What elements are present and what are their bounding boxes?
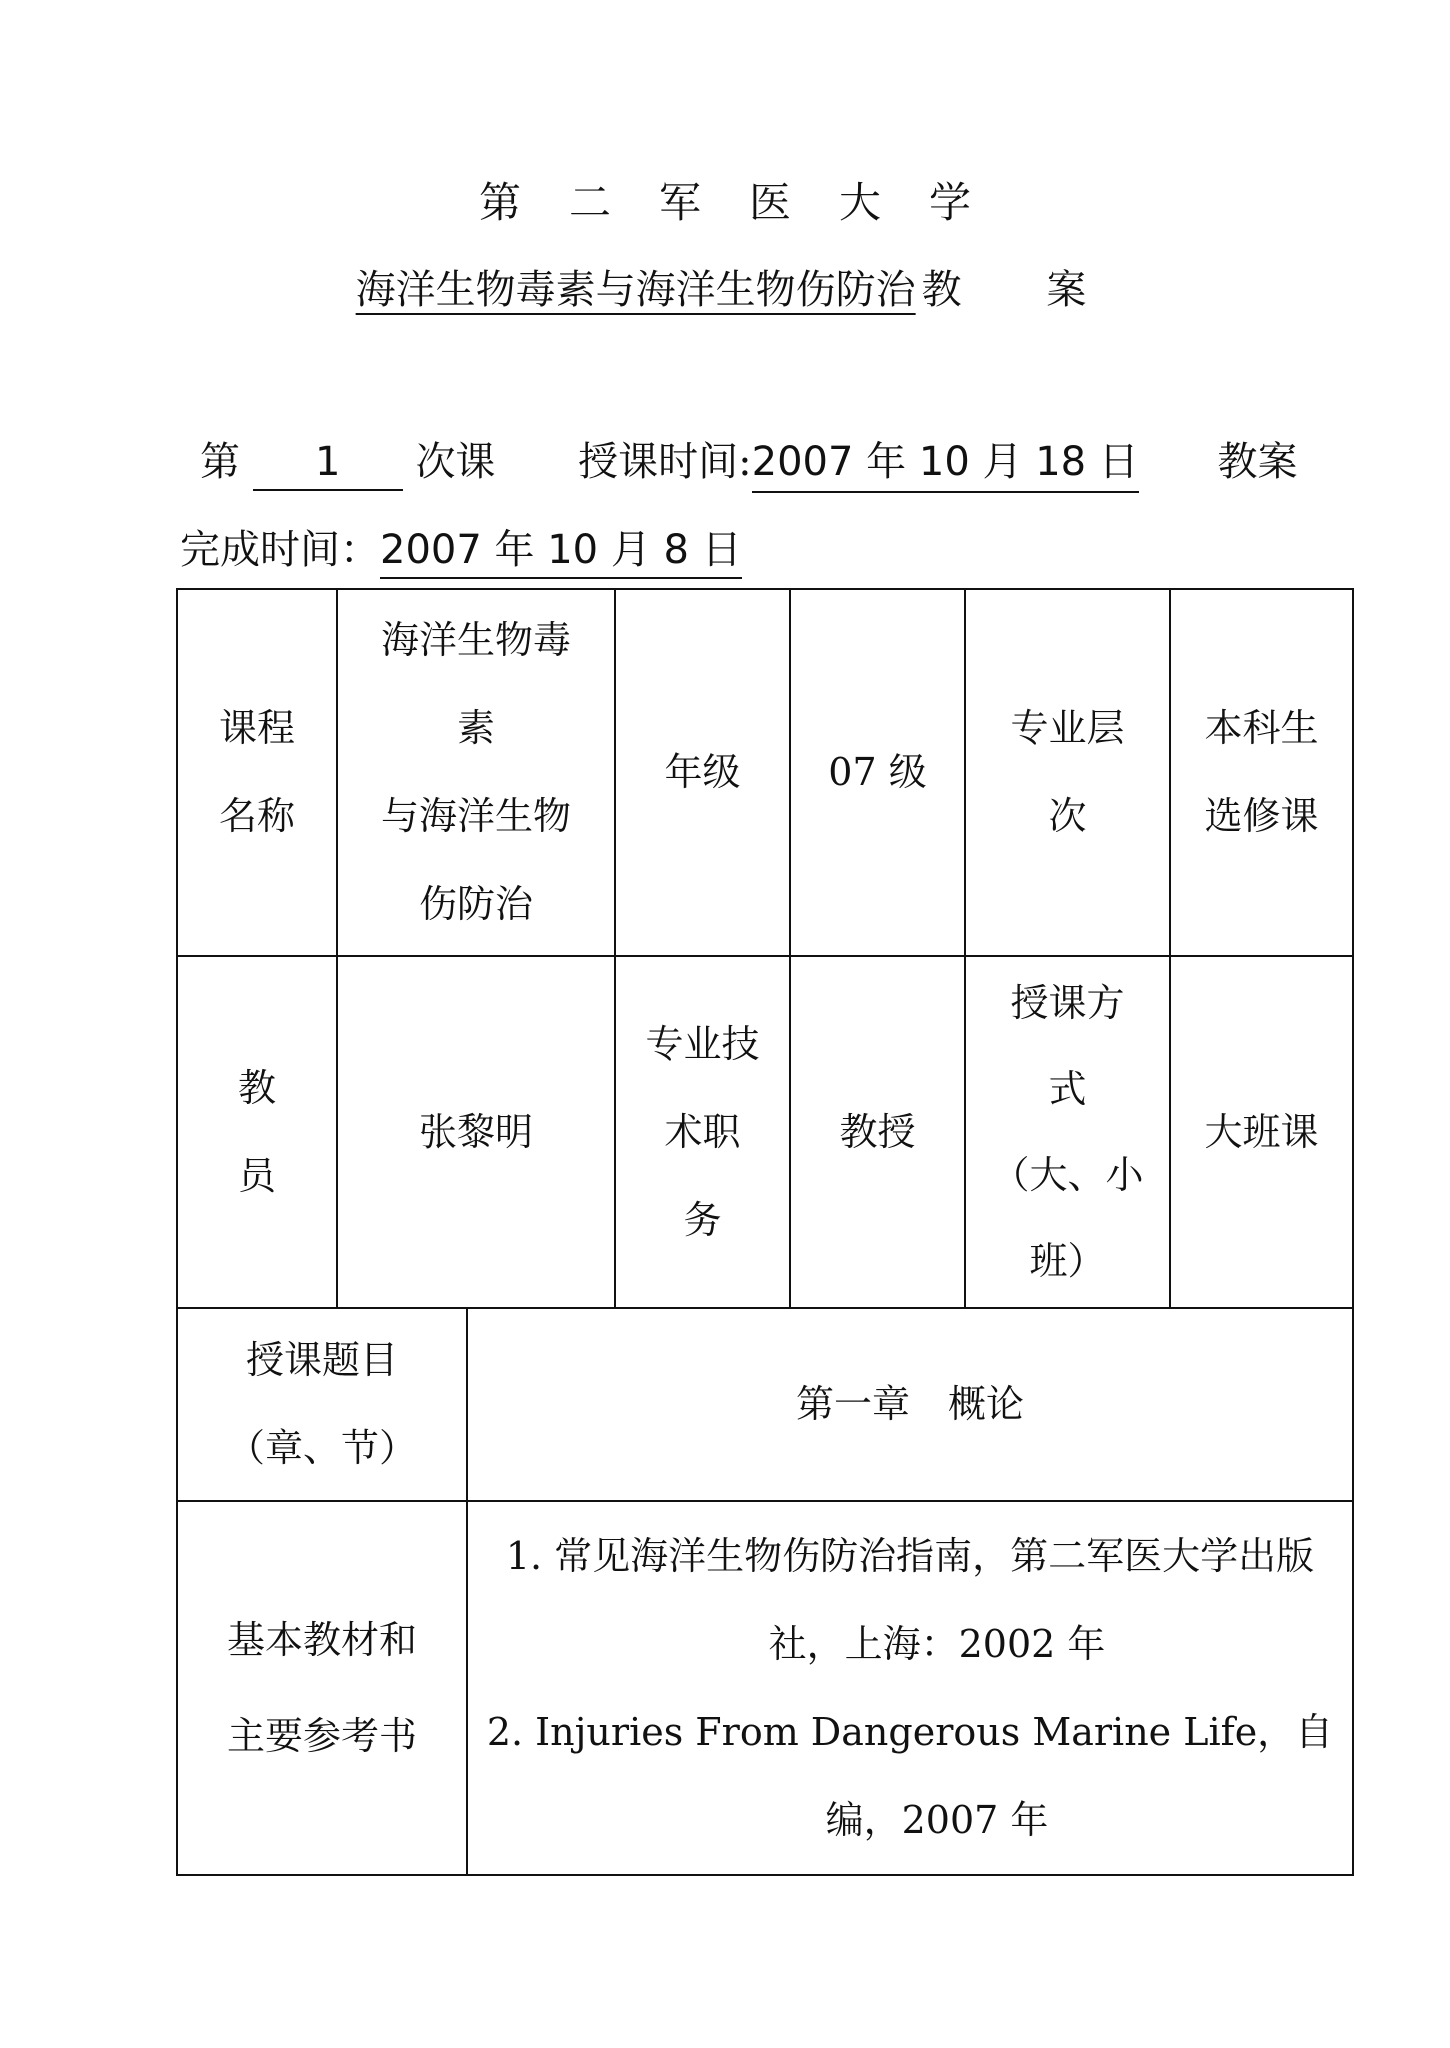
table-row <box>177 1308 1353 1501</box>
table-row <box>177 956 1353 1308</box>
university-name: 第二军医大学 <box>478 178 1019 227</box>
title-label: 专业技 术职 务 <box>615 956 790 1308</box>
plan-label: 教案 <box>1217 439 1298 485</box>
teacher-label: 教 员 <box>177 956 337 1308</box>
document-title <box>0 258 1450 315</box>
level-label: 专业层 次 <box>965 589 1170 956</box>
teacher-value: 张黎明 <box>337 956 615 1308</box>
mode-value: 大班课 <box>1170 956 1353 1308</box>
lesson-number: 1 <box>253 439 403 491</box>
lesson-prefix: 第 <box>200 439 240 485</box>
title-value: 教授 <box>790 956 965 1308</box>
topic-value: 第一章 概论 <box>467 1308 1353 1501</box>
grade-value: 07 级 <box>790 589 965 956</box>
course-title: 海洋生物毒素与海洋生物伤防治 <box>355 267 916 313</box>
lesson-plan-table <box>176 588 1354 1876</box>
list-item: 1. 常见海洋生物伤防治指南，第二军医大学出版社，上海：2002 年 <box>505 1533 1315 1666</box>
course-name-label: 课程 名称 <box>177 589 337 956</box>
mode-label: 授课方 式 （大、小 班） <box>965 956 1170 1308</box>
course-name-value: 海洋生物毒 素 与海洋生物 伤防治 <box>337 589 615 956</box>
reference-list <box>467 1501 1353 1875</box>
list-item: 2. Injuries From Dangerous Marine Life，自编，2007 年 <box>486 1709 1334 1842</box>
table-row <box>177 589 1353 956</box>
complete-value: 2007 年 10 月 8 日 <box>380 527 742 579</box>
complete-line <box>180 518 742 575</box>
complete-label: 完成时间： <box>180 527 380 573</box>
lesson-suffix: 次课 <box>415 439 496 485</box>
topic-label: 授课题目 （章、节） <box>177 1308 467 1501</box>
table-row <box>177 1501 1353 1875</box>
books-label: 基本教材和 主要参考书 <box>177 1501 467 1875</box>
level-value: 本科生 选修课 <box>1170 589 1353 956</box>
doc-type: 教 案 <box>921 267 1123 313</box>
teach-time-label: 授课时间: <box>578 439 752 485</box>
lesson-line <box>200 430 1300 493</box>
grade-label: 年级 <box>615 589 790 956</box>
teach-time-value: 2007 年 10 月 18 日 <box>752 430 1139 493</box>
